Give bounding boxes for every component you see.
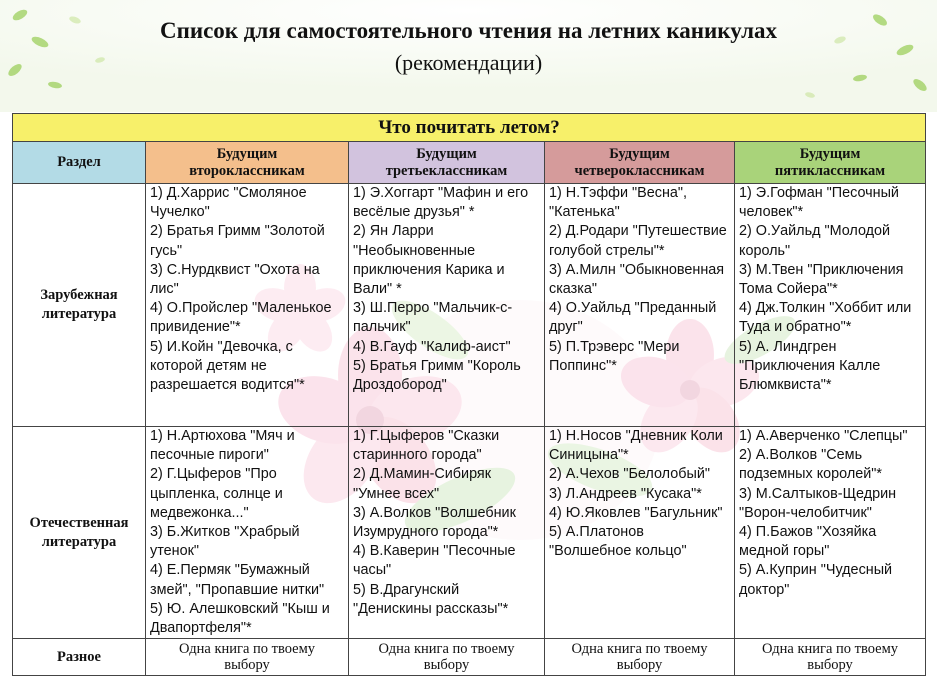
book-item: 2) Д.Мамин-Сибиряк "Умнее всех" [353, 466, 492, 502]
free-choice-cell [735, 639, 926, 676]
book-list-cell [735, 427, 926, 639]
column-header-grade-4 [545, 142, 735, 184]
book-item: 1) Д.Харрис "Смоляное Чучелко" [150, 185, 307, 221]
book-item: 1) Н.Тэффи "Весна", "Катенька" [549, 185, 687, 221]
book-item: 3) Ш.Перро "Мальчик-с-пальчик" [353, 300, 513, 336]
reading-list-table [12, 113, 926, 676]
book-item: 1) Э.Гофман "Песочный человек"* [739, 185, 899, 221]
free-choice-line: выбору [423, 657, 470, 674]
page-header [0, 0, 937, 112]
book-list-cell [545, 427, 735, 639]
book-item: 5) А.Куприн "Чудесный доктор" [739, 562, 893, 598]
table-banner: Что почитать летом? [13, 114, 926, 142]
book-item: 4) О.Уайльд "Преданный друг" [549, 300, 717, 336]
book-item: 3) М.Салтыков-Щедрин "Ворон-челобитчик" [739, 485, 897, 521]
free-choice-line: выбору [807, 657, 853, 674]
column-header-line: третьеклассникам [385, 162, 508, 179]
row-label-line: Зарубежная [40, 287, 118, 303]
column-header-line: Будущим [799, 145, 861, 162]
book-item: 5) И.Койн "Девочка, с которой детям не разрешается водится"* [150, 338, 305, 394]
book-item: 2) Ян Ларри "Необыкновенные приключения Карика и Вали" * [353, 223, 505, 298]
column-header-grade-3 [349, 142, 545, 184]
free-choice-line: Одна книга по твоему [378, 641, 515, 658]
book-item: 1) Э.Хоггарт "Мафин и его весёлые друзья" * [353, 185, 529, 221]
book-item: 4) В.Гауф "Калиф-аист" [353, 338, 511, 355]
book-list-cell [349, 427, 545, 639]
free-choice-cell [146, 639, 349, 676]
book-item: 3) Л.Андреев "Кусака"* [549, 485, 702, 502]
book-item: 3) Б.Житков "Храбрый утенок" [150, 524, 300, 560]
free-choice-line: Одна книга по твоему [178, 641, 316, 658]
column-header-line: Будущим [216, 145, 278, 162]
book-item: 4) О.Пройслер "Маленькое привидение"* [150, 300, 332, 336]
table-row-misc [13, 639, 926, 676]
free-choice-line: Одна книга по твоему [761, 641, 899, 658]
table-banner-row [13, 114, 926, 142]
column-header-line: Будущим [609, 145, 670, 162]
column-header-section: Раздел [13, 142, 146, 184]
book-item: 3) А.Милн "Обыкновенная сказка" [549, 261, 725, 298]
row-label-foreign [13, 184, 146, 427]
row-label-misc: Разное [13, 639, 146, 676]
column-header-line: пятиклассникам [774, 162, 886, 179]
book-list-cell [545, 184, 735, 427]
column-header-grade-5 [735, 142, 926, 184]
book-item: 5) П.Трэверс "Мери Поппинс"* [549, 338, 680, 374]
row-label-line: литература [41, 306, 117, 322]
free-choice-line: выбору [224, 657, 270, 674]
book-item: 1) Н.Носов "Дневник Коли Синицына"* [549, 428, 723, 464]
column-header-line: второклассникам [189, 162, 305, 179]
book-item: 4) Ю.Яковлев "Багульник" [549, 504, 723, 521]
row-label-line: литература [41, 533, 117, 550]
book-item: 2) А.Волков "Семь подземных королей"* [739, 447, 882, 483]
book-item: 5) А.Платонов "Волшебное кольцо" [549, 524, 687, 560]
book-item: 5) Ю. Алешковский "Кыш и Двапортфеля"* [150, 600, 330, 637]
book-item: 4) Е.Пермяк "Бумажный змей", "Пропавшие нитки" [150, 562, 325, 598]
column-header-line: четвероклассникам [574, 162, 705, 179]
book-item: 2) Д.Родари "Путешествие голубой стрелы"* [549, 223, 727, 259]
book-item: 4) Дж.Толкин "Хоббит или Туда и обратно"* [739, 300, 912, 336]
book-item: 5) А. Линдгрен "Приключения Калле Блюмквиста"* [739, 338, 881, 394]
book-item: 1) А.Аверченко "Слепцы" [739, 428, 908, 444]
book-item: 5) Братья Гримм "Король Дроздобород" [353, 357, 521, 394]
free-choice-line: Одна книга по твоему [571, 641, 708, 658]
book-item: 4) П.Бажов "Хозяйка медной горы" [739, 524, 877, 560]
book-list-cell [349, 184, 545, 427]
row-label-domestic [13, 427, 146, 639]
book-list-cell [146, 184, 349, 427]
table-header-row [13, 142, 926, 184]
free-choice-line: выбору [616, 657, 663, 674]
page-subtitle: (рекомендации) [394, 50, 543, 75]
free-choice-cell [349, 639, 545, 676]
book-item: 5) В.Драгунский "Денискины рассказы"* [353, 581, 509, 617]
free-choice-cell [545, 639, 735, 676]
row-label-line: Отечественная [29, 514, 129, 531]
book-item: 4) В.Каверин "Песочные часы" [353, 543, 516, 579]
column-header-line: Будущим [416, 145, 477, 162]
book-list-cell [735, 184, 926, 427]
book-item: 3) С.Нурдквист "Охота на лис" [150, 261, 320, 298]
book-item: 3) М.Твен "Приключения Тома Сойера"* [739, 261, 904, 298]
column-header-grade-2 [146, 142, 349, 184]
table-row-domestic-literature [13, 427, 926, 639]
table-row-foreign-literature [13, 184, 926, 427]
book-item: 2) А.Чехов "Белолобый" [549, 466, 710, 483]
book-item: 2) Г.Цыферов "Про цыпленка, солнце и медвежонка..." [150, 466, 283, 521]
book-item: 2) Братья Гримм "Золотой гусь" [150, 223, 325, 259]
book-list-cell [146, 427, 349, 639]
book-item: 3) А.Волков "Волшебник Изумрудного города"* [353, 504, 516, 541]
book-item: 1) Г.Цыферов "Сказки старинного города" [353, 428, 500, 464]
page-title: Список для самостоятельного чтения на летних каникулах [159, 18, 778, 43]
book-item: 1) Н.Артюхова "Мяч и песочные пироги" [150, 428, 295, 464]
book-item: 2) О.Уайльд "Молодой король" [739, 223, 891, 259]
